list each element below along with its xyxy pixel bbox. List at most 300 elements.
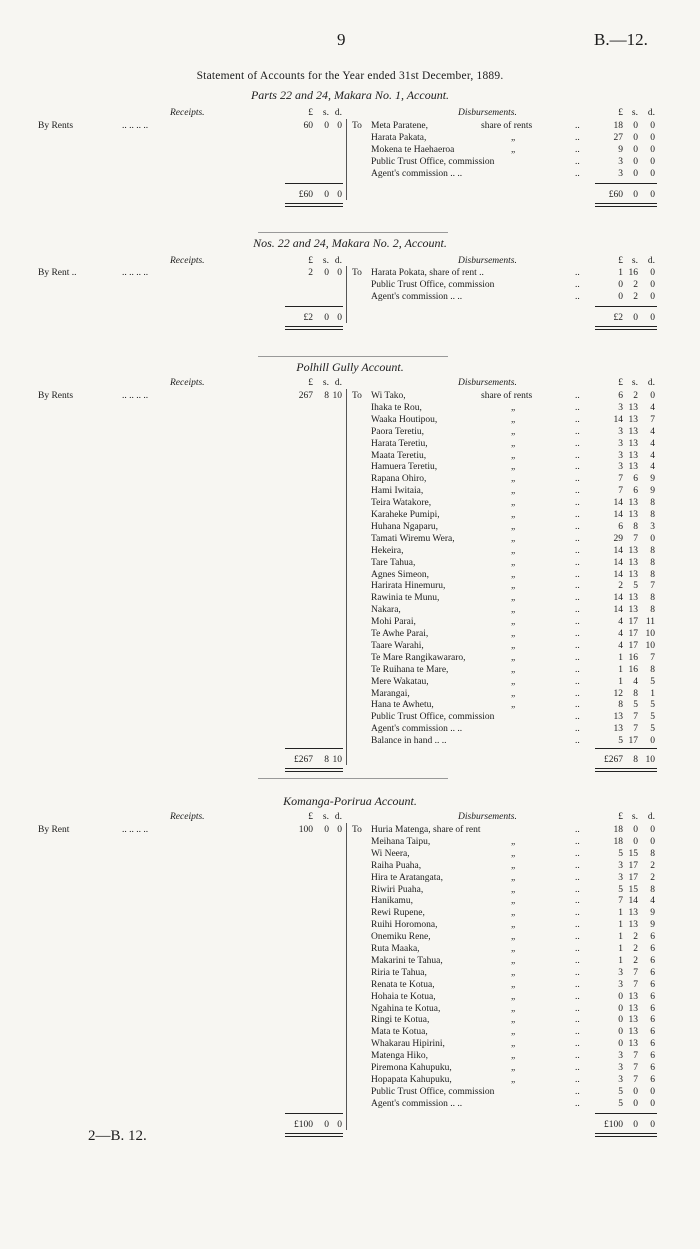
item-pounds: 1 bbox=[618, 664, 623, 675]
item-pence: 8 bbox=[650, 848, 655, 859]
item-pounds: 7 bbox=[618, 896, 623, 907]
leader-dots: .. bbox=[575, 860, 580, 871]
item-pence: 6 bbox=[650, 1003, 655, 1014]
item-pounds: 0 bbox=[618, 1015, 623, 1026]
page-reference: B.—12. bbox=[594, 30, 648, 49]
leader-dots: .. bbox=[575, 486, 580, 497]
section-separator bbox=[258, 778, 448, 779]
item-pounds: 14 bbox=[613, 605, 623, 616]
item-shillings: 13 bbox=[628, 1015, 638, 1026]
item-pence: 6 bbox=[650, 1074, 655, 1085]
payee-name: Matenga Hiko, bbox=[371, 1051, 428, 1062]
payee-ditto: „ bbox=[511, 920, 516, 931]
item-pounds: 3 bbox=[618, 168, 623, 179]
item-pence: 6 bbox=[650, 955, 655, 966]
payee-ditto: „ bbox=[511, 593, 516, 604]
item-pounds: 0 bbox=[618, 1003, 623, 1014]
item-pounds: 3 bbox=[618, 438, 623, 449]
item-pence: 6 bbox=[650, 979, 655, 990]
leader-dots: .. bbox=[575, 462, 580, 473]
item-pounds: 14 bbox=[613, 414, 623, 425]
column-divider bbox=[346, 823, 347, 1130]
item-pounds: 1 bbox=[618, 652, 623, 663]
payee-ditto: „ bbox=[511, 1003, 516, 1014]
item-pounds: 0 bbox=[618, 1027, 623, 1038]
receipts-pounds-header: £ bbox=[308, 256, 313, 266]
item-pence: 0 bbox=[650, 279, 655, 290]
item-shillings: 13 bbox=[628, 1039, 638, 1050]
item-shillings: 17 bbox=[628, 640, 638, 651]
receipts-shillings-header: s. bbox=[322, 256, 329, 266]
disbursements-pence-header: d. bbox=[647, 812, 655, 822]
item-pounds: 18 bbox=[613, 121, 623, 131]
disbursements-total-pounds: £267 bbox=[604, 755, 623, 766]
leader-dots: .. bbox=[575, 132, 580, 143]
leader-dots: .. bbox=[575, 932, 580, 943]
receipts-total-shillings: 0 bbox=[324, 189, 329, 200]
payee-ditto: „ bbox=[511, 462, 516, 473]
receipt-pounds: 100 bbox=[298, 825, 313, 835]
item-shillings: 13 bbox=[628, 557, 638, 568]
leader-dots: .. bbox=[575, 510, 580, 520]
payee-name: Onemiku Rene, bbox=[371, 932, 431, 943]
payee-ditto: „ bbox=[511, 700, 516, 711]
receipts-pence-header: d. bbox=[334, 108, 342, 118]
payee-ditto: „ bbox=[511, 617, 516, 628]
item-pence: 0 bbox=[650, 168, 655, 179]
item-pence: 6 bbox=[650, 1051, 655, 1062]
item-pounds: 3 bbox=[618, 1063, 623, 1073]
leader-dots: .. bbox=[575, 1027, 580, 1038]
item-pence: 8 bbox=[650, 545, 655, 556]
leader-dots: .. bbox=[575, 1063, 580, 1073]
item-pence: 8 bbox=[650, 664, 655, 675]
leader-dots: .. bbox=[575, 569, 580, 580]
item-pence: 9 bbox=[650, 486, 655, 497]
item-pounds: 1 bbox=[618, 944, 623, 954]
payee-name: Hohaia te Kotua, bbox=[371, 991, 436, 1002]
item-shillings: 7 bbox=[633, 1051, 638, 1062]
item-shillings: 2 bbox=[633, 944, 638, 954]
leader-dots: .. bbox=[575, 700, 580, 711]
receipts-pounds-header: £ bbox=[308, 108, 313, 118]
receipts-total-pence: 0 bbox=[337, 189, 342, 200]
item-shillings: 7 bbox=[633, 1063, 638, 1073]
payee-ditto: „ bbox=[511, 144, 516, 155]
receipts-total-pence: 10 bbox=[332, 755, 342, 766]
leader-dots: .. bbox=[575, 593, 580, 604]
payee-ditto: „ bbox=[511, 474, 516, 485]
payee-name: Riria te Tahua, bbox=[371, 967, 427, 978]
payee-name: Meihana Taipu, bbox=[371, 836, 431, 847]
item-pounds: 6 bbox=[618, 391, 623, 401]
receipts-total-pounds: £60 bbox=[298, 189, 313, 200]
payee-ditto: „ bbox=[511, 896, 516, 907]
receipts-shillings-header: s. bbox=[322, 378, 329, 388]
item-shillings: 2 bbox=[633, 279, 638, 290]
payee-name: Agent's commission .. .. bbox=[371, 291, 463, 302]
leader-dots: .. bbox=[575, 498, 580, 509]
payee-name: Ruihi Horomona, bbox=[371, 920, 438, 931]
receipts-shillings-header: s. bbox=[322, 812, 329, 822]
section-separator bbox=[258, 356, 448, 357]
receipt-pence: 0 bbox=[337, 121, 342, 131]
leader-dots: .. bbox=[575, 402, 580, 413]
item-pounds: 5 bbox=[618, 884, 623, 895]
disbursements-total-pence: 0 bbox=[650, 1119, 655, 1130]
payee-ditto: „ bbox=[511, 1015, 516, 1026]
item-pounds: 0 bbox=[618, 291, 623, 302]
item-shillings: 0 bbox=[633, 825, 638, 835]
item-pounds: 3 bbox=[618, 860, 623, 871]
disbursements-total-pence: 0 bbox=[650, 189, 655, 200]
item-pence: 5 bbox=[650, 724, 655, 735]
payee-name: Huria Matenga, share of rent bbox=[371, 825, 481, 835]
disbursements-total-shillings: 0 bbox=[633, 312, 638, 323]
disbursements-double-rule bbox=[595, 203, 657, 207]
payee-ditto: „ bbox=[511, 860, 516, 871]
item-pounds: 3 bbox=[618, 426, 623, 437]
payee-ditto: „ bbox=[511, 955, 516, 966]
leader-dots: .. bbox=[575, 908, 580, 919]
payee-name: Makarini te Tahua, bbox=[371, 955, 443, 966]
disbursements-heading: Disbursements. bbox=[458, 108, 517, 118]
item-shillings: 13 bbox=[628, 510, 638, 520]
payee-name: Rapana Ohiro, bbox=[371, 474, 427, 485]
leader-dots: .. bbox=[575, 617, 580, 628]
payee-name: Agnes Simeon, bbox=[371, 569, 430, 580]
payee-name: Hanikamu, bbox=[371, 896, 413, 907]
receipts-double-rule bbox=[285, 326, 343, 330]
payee-ditto: „ bbox=[511, 414, 516, 425]
item-pence: 4 bbox=[650, 450, 655, 461]
payee-name: Tare Tahua, bbox=[371, 557, 416, 568]
item-shillings: 14 bbox=[628, 896, 638, 907]
leader-dots: .. bbox=[575, 168, 580, 179]
item-pence: 7 bbox=[650, 414, 655, 425]
payee-ditto: „ bbox=[511, 1051, 516, 1062]
payee-name: Karaheke Pumipi, bbox=[371, 510, 440, 520]
item-pence: 6 bbox=[650, 1039, 655, 1050]
leader-dots: .. bbox=[575, 676, 580, 687]
disbursements-heading: Disbursements. bbox=[458, 378, 517, 388]
item-shillings: 13 bbox=[628, 462, 638, 473]
payee-ditto: „ bbox=[511, 545, 516, 556]
item-shillings: 6 bbox=[633, 486, 638, 497]
disbursements-sum-rule bbox=[595, 1113, 657, 1114]
item-pounds: 14 bbox=[613, 498, 623, 509]
payee-name: Whakarau Hipirini, bbox=[371, 1039, 445, 1050]
item-pounds: 0 bbox=[618, 279, 623, 290]
item-pounds: 14 bbox=[613, 569, 623, 580]
disbursements-pounds-header: £ bbox=[618, 812, 623, 822]
payee-name: Public Trust Office, commission bbox=[371, 712, 495, 723]
payee-ditto: „ bbox=[511, 510, 516, 520]
item-shillings: 17 bbox=[628, 860, 638, 871]
page-number: 9 bbox=[337, 30, 346, 49]
leader-dots: .. bbox=[575, 848, 580, 859]
item-pounds: 14 bbox=[613, 510, 623, 520]
item-pence: 4 bbox=[650, 438, 655, 449]
leader-dots: .. bbox=[575, 1074, 580, 1085]
receipts-sum-rule bbox=[285, 1113, 343, 1114]
payee-ditto: „ bbox=[511, 569, 516, 580]
item-pounds: 1 bbox=[618, 932, 623, 943]
leader-dots: .. bbox=[575, 872, 580, 883]
item-shillings: 2 bbox=[633, 955, 638, 966]
leader-dots: .. bbox=[575, 920, 580, 931]
item-shillings: 13 bbox=[628, 1027, 638, 1038]
item-pounds: 1 bbox=[618, 908, 623, 919]
disbursements-sum-rule bbox=[595, 748, 657, 749]
leader-dots: .. bbox=[575, 279, 580, 290]
receipts-total-shillings: 0 bbox=[324, 312, 329, 323]
payee-name: Riwiri Puaha, bbox=[371, 884, 424, 895]
item-pence: 8 bbox=[650, 557, 655, 568]
payee-name: Hami Iwitaia, bbox=[371, 486, 424, 497]
payee-name: Rawinia te Munu, bbox=[371, 593, 440, 604]
item-pence: 5 bbox=[650, 700, 655, 711]
payee-name: Tamati Wiremu Wera, bbox=[371, 533, 455, 544]
payee-name: Raiha Puaha, bbox=[371, 860, 422, 871]
receipts-sum-rule bbox=[285, 306, 343, 307]
leader-dots: .. bbox=[575, 605, 580, 616]
payee-name: Meta Paratene, bbox=[371, 121, 428, 131]
payee-name: Ringi te Kotua, bbox=[371, 1015, 430, 1026]
item-shillings: 0 bbox=[633, 1098, 638, 1109]
receipt-pounds: 60 bbox=[303, 121, 313, 131]
payee-name: Wi Neera, bbox=[371, 848, 410, 859]
disbursements-total-pounds: £100 bbox=[604, 1119, 623, 1130]
receipts-shillings-header: s. bbox=[322, 108, 329, 118]
leader-dots: .. bbox=[575, 629, 580, 639]
item-pence: 6 bbox=[650, 967, 655, 978]
receipts-heading: Receipts. bbox=[170, 812, 205, 822]
payee-name: Hekeira, bbox=[371, 545, 404, 556]
item-pence: 5 bbox=[650, 676, 655, 687]
leader-dots: .. bbox=[575, 414, 580, 425]
item-pence: 8 bbox=[650, 884, 655, 895]
leader-dots: .. bbox=[575, 1051, 580, 1062]
item-pence: 0 bbox=[650, 736, 655, 747]
disbursements-pounds-header: £ bbox=[618, 378, 623, 388]
disbursements-pence-header: d. bbox=[647, 108, 655, 118]
receipt-pence: 0 bbox=[337, 268, 342, 278]
leader-dots: .. bbox=[575, 121, 580, 131]
item-pence: 2 bbox=[650, 860, 655, 871]
leader-dots: .. bbox=[575, 450, 580, 461]
leader-dots: .. bbox=[575, 724, 580, 735]
item-pounds: 4 bbox=[618, 617, 623, 628]
item-pounds: 3 bbox=[618, 1074, 623, 1085]
leader-dots: .. bbox=[575, 640, 580, 651]
item-shillings: 13 bbox=[628, 569, 638, 580]
receipt-label: By Rent .. bbox=[38, 268, 77, 278]
payee-ditto: „ bbox=[511, 1027, 516, 1038]
leader-dots: .. bbox=[575, 144, 580, 155]
payee-name: Harata Pakata, bbox=[371, 132, 427, 143]
item-shillings: 5 bbox=[633, 581, 638, 592]
item-pounds: 5 bbox=[618, 848, 623, 859]
item-pounds: 7 bbox=[618, 474, 623, 485]
payee-ditto: „ bbox=[511, 581, 516, 592]
item-shillings: 13 bbox=[628, 991, 638, 1002]
payee-ditto: „ bbox=[511, 652, 516, 663]
item-shillings: 0 bbox=[633, 132, 638, 143]
leader-dots: .. bbox=[575, 391, 580, 401]
item-shillings: 7 bbox=[633, 979, 638, 990]
item-pounds: 0 bbox=[618, 991, 623, 1002]
column-divider bbox=[346, 266, 347, 323]
leader-dots: .. bbox=[575, 521, 580, 532]
item-pence: 7 bbox=[650, 581, 655, 592]
payee-ditto: „ bbox=[511, 991, 516, 1002]
item-pounds: 18 bbox=[613, 836, 623, 847]
receipts-pounds-header: £ bbox=[308, 812, 313, 822]
item-pence: 8 bbox=[650, 569, 655, 580]
to-label: To bbox=[352, 391, 362, 401]
payee-name: Mohi Parai, bbox=[371, 617, 416, 628]
payee-name: Public Trust Office, commission bbox=[371, 156, 495, 167]
payee-name: Nakara, bbox=[371, 605, 401, 616]
receipts-heading: Receipts. bbox=[170, 108, 205, 118]
receipts-pence-header: d. bbox=[334, 812, 342, 822]
leader-dots: .. bbox=[575, 533, 580, 544]
payee-ditto: „ bbox=[511, 640, 516, 651]
payee-ditto: „ bbox=[511, 450, 516, 461]
item-pence: 9 bbox=[650, 474, 655, 485]
payee-name: Harata Pokata, share of rent .. bbox=[371, 268, 484, 278]
payee-ditto: „ bbox=[511, 132, 516, 143]
disbursements-pounds-header: £ bbox=[618, 108, 623, 118]
to-label: To bbox=[352, 268, 362, 278]
payee-ditto: „ bbox=[511, 688, 516, 699]
item-pence: 10 bbox=[645, 640, 655, 651]
leader-dots: .. bbox=[575, 268, 580, 278]
item-pounds: 29 bbox=[613, 533, 623, 544]
item-pence: 0 bbox=[650, 268, 655, 278]
item-pounds: 13 bbox=[613, 712, 623, 723]
payee-name: Teira Watakore, bbox=[371, 498, 432, 509]
payee-ditto: „ bbox=[511, 533, 516, 544]
receipts-sum-rule bbox=[285, 748, 343, 749]
item-shillings: 16 bbox=[628, 652, 638, 663]
item-pence: 8 bbox=[650, 605, 655, 616]
disbursements-total-shillings: 0 bbox=[633, 189, 638, 200]
payee-name: Public Trust Office, commission bbox=[371, 1086, 495, 1097]
receipt-dots: .. .. .. .. bbox=[122, 268, 149, 278]
account-title: Komanga-Porirua Account. bbox=[283, 794, 417, 808]
item-shillings: 8 bbox=[633, 521, 638, 532]
item-pounds: 5 bbox=[618, 1086, 623, 1097]
leader-dots: .. bbox=[575, 1086, 580, 1097]
item-pence: 0 bbox=[650, 291, 655, 302]
item-shillings: 16 bbox=[628, 664, 638, 675]
item-pence: 6 bbox=[650, 991, 655, 1002]
payee-ditto: „ bbox=[511, 438, 516, 449]
item-pence: 0 bbox=[650, 156, 655, 167]
payee-name: Hana te Awhetu, bbox=[371, 700, 434, 711]
item-pounds: 5 bbox=[618, 736, 623, 747]
payee-name: Harata Teretiu, bbox=[371, 438, 428, 449]
item-pounds: 14 bbox=[613, 545, 623, 556]
item-pence: 6 bbox=[650, 932, 655, 943]
item-pounds: 3 bbox=[618, 156, 623, 167]
receipt-shillings: 0 bbox=[324, 825, 329, 835]
receipts-heading: Receipts. bbox=[170, 256, 205, 266]
item-shillings: 0 bbox=[633, 836, 638, 847]
receipt-label: By Rents bbox=[38, 391, 74, 401]
disbursements-double-rule bbox=[595, 326, 657, 330]
item-pence: 0 bbox=[650, 1098, 655, 1109]
leader-dots: .. bbox=[575, 688, 580, 699]
item-pounds: 3 bbox=[618, 872, 623, 883]
item-shillings: 0 bbox=[633, 144, 638, 155]
payee-ditto: „ bbox=[511, 848, 516, 859]
payee-name: Hopapata Kahupuku, bbox=[371, 1074, 452, 1085]
item-pounds: 4 bbox=[618, 640, 623, 651]
payee-ditto: „ bbox=[511, 872, 516, 883]
receipts-pence-header: d. bbox=[334, 378, 342, 388]
payee-ditto: „ bbox=[511, 1074, 516, 1085]
disbursements-shillings-header: s. bbox=[631, 378, 638, 388]
disbursements-total-pounds: £60 bbox=[608, 189, 623, 200]
item-pounds: 13 bbox=[613, 724, 623, 735]
disbursements-total-pence: 0 bbox=[650, 312, 655, 323]
disbursements-total-pence: 10 bbox=[645, 755, 655, 766]
item-shillings: 2 bbox=[633, 291, 638, 302]
item-pounds: 3 bbox=[618, 450, 623, 461]
payee-ditto: „ bbox=[511, 426, 516, 437]
disbursements-pence-header: d. bbox=[647, 256, 655, 266]
payee-name: Taare Warahi, bbox=[371, 640, 424, 651]
leader-dots: .. bbox=[575, 581, 580, 592]
payee-name: Te Awhe Parai, bbox=[371, 629, 429, 639]
payee-ditto: „ bbox=[511, 557, 516, 568]
item-shillings: 13 bbox=[628, 450, 638, 461]
item-pence: 0 bbox=[650, 132, 655, 143]
column-divider bbox=[346, 389, 347, 765]
receipts-total-shillings: 8 bbox=[324, 755, 329, 766]
disbursements-total-shillings: 0 bbox=[633, 1119, 638, 1130]
item-shillings: 7 bbox=[633, 967, 638, 978]
payee-ditto: „ bbox=[511, 521, 516, 532]
item-shillings: 13 bbox=[628, 402, 638, 413]
leader-dots: .. bbox=[575, 557, 580, 568]
item-pence: 6 bbox=[650, 1015, 655, 1026]
item-shillings: 7 bbox=[633, 712, 638, 723]
account-title: Parts 22 and 24, Makara No. 1, Account. bbox=[250, 88, 450, 102]
item-pounds: 3 bbox=[618, 402, 623, 413]
leader-dots: .. bbox=[575, 979, 580, 990]
payee-ditto: „ bbox=[511, 605, 516, 616]
item-pounds: 2 bbox=[618, 581, 623, 592]
payee-ditto: „ bbox=[511, 884, 516, 895]
item-pounds: 7 bbox=[618, 486, 623, 497]
disbursements-sum-rule bbox=[595, 306, 657, 307]
payee-ditto: „ bbox=[511, 932, 516, 943]
receipt-shillings: 0 bbox=[324, 268, 329, 278]
leader-dots: .. bbox=[575, 1003, 580, 1014]
item-pounds: 3 bbox=[618, 979, 623, 990]
item-pence: 0 bbox=[650, 825, 655, 835]
item-pence: 0 bbox=[650, 836, 655, 847]
receipt-pence: 0 bbox=[337, 825, 342, 835]
item-pence: 3 bbox=[650, 521, 655, 532]
item-pence: 6 bbox=[650, 944, 655, 954]
leader-dots: .. bbox=[575, 1098, 580, 1109]
item-shillings: 13 bbox=[628, 498, 638, 509]
